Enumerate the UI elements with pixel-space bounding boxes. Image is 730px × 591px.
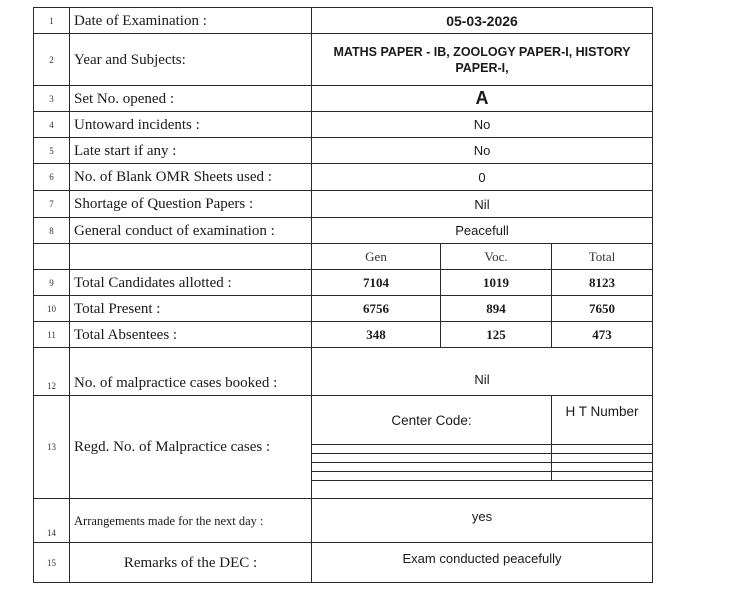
remarks-value: Exam conducted peacefully: [312, 543, 653, 583]
row-label: Regd. No. of Malpractice cases :: [70, 396, 312, 499]
row-number: 3: [34, 86, 70, 112]
count-gen: 6756: [312, 296, 441, 322]
shortage-value: Nil: [312, 191, 653, 218]
row-label: Date of Examination :: [70, 8, 312, 34]
row-label: Shortage of Question Papers :: [70, 191, 312, 218]
row-number: 13: [34, 396, 70, 499]
count-voc: 894: [441, 296, 552, 322]
count-voc: 1019: [441, 270, 552, 296]
row-next-day: [34, 499, 653, 543]
count-total: 7650: [552, 296, 653, 322]
count-gen: 348: [312, 322, 441, 348]
header-gen: Gen: [312, 244, 441, 270]
count-gen: 7104: [312, 270, 441, 296]
row-number: 2: [34, 34, 70, 86]
header-total: Total: [552, 244, 653, 270]
row-label: Untoward incidents :: [70, 112, 312, 138]
row-absentees: [34, 322, 653, 348]
candidates-header-row: [34, 244, 653, 270]
row-label: Total Candidates allotted :: [70, 270, 312, 296]
row-number: 10: [34, 296, 70, 322]
row-label: No. of malpractice cases booked :: [70, 348, 312, 396]
row-untoward: [34, 112, 653, 138]
count-total: 8123: [552, 270, 653, 296]
row-number: 1: [34, 8, 70, 34]
untoward-value: No: [312, 112, 653, 138]
row-label: No. of Blank OMR Sheets used :: [70, 164, 312, 191]
row-number: 8: [34, 218, 70, 244]
row-remarks: [34, 543, 653, 583]
row-label: Remarks of the DEC :: [70, 543, 312, 583]
ht-number-header: H T Number: [552, 396, 653, 445]
row-malpractice-regd: [34, 396, 653, 445]
row-number: 4: [34, 112, 70, 138]
row-malpractice-booked: [34, 348, 653, 396]
malpractice-booked-value: Nil: [312, 348, 653, 396]
ht-number-cell: [552, 454, 653, 463]
center-code-cell: [312, 463, 552, 472]
subjects-value: MATHS PAPER - IB, ZOOLOGY PAPER-I, HISTORY PAPER-I,: [312, 34, 653, 86]
row-allotted: [34, 270, 653, 296]
ht-number-cell: [552, 472, 653, 481]
next-day-value: yes: [312, 499, 653, 543]
row-conduct: [34, 218, 653, 244]
center-code-header: Center Code:: [312, 396, 552, 445]
count-total: 473: [552, 322, 653, 348]
conduct-value: Peacefull: [312, 218, 653, 244]
row-date: [34, 8, 653, 34]
blank-cell: [34, 244, 70, 270]
center-code-cell: [312, 472, 552, 481]
row-label: Arrangements made for the next day :: [70, 499, 312, 543]
row-subjects: [34, 34, 653, 86]
row-label: Set No. opened :: [70, 86, 312, 112]
row-number: 7: [34, 191, 70, 218]
row-number: 15: [34, 543, 70, 583]
row-number: 12: [34, 348, 70, 396]
ht-number-cell: [552, 463, 653, 472]
late-start-value: No: [312, 138, 653, 164]
blank-omr-value: 0: [312, 164, 653, 191]
row-set-no: [34, 86, 653, 112]
row-label: Total Absentees :: [70, 322, 312, 348]
count-voc: 125: [441, 322, 552, 348]
row-number: 14: [34, 499, 70, 543]
exam-report-table: [33, 7, 653, 583]
row-label: General conduct of examination :: [70, 218, 312, 244]
center-code-cell: [312, 445, 552, 454]
row-shortage: [34, 191, 653, 218]
set-value: A: [312, 86, 653, 112]
row-label: Total Present :: [70, 296, 312, 322]
row-label: Late start if any :: [70, 138, 312, 164]
blank-cell: [70, 244, 312, 270]
row-label: Year and Subjects:: [70, 34, 312, 86]
row-blank-omr: [34, 164, 653, 191]
header-voc: Voc.: [441, 244, 552, 270]
row-number: 6: [34, 164, 70, 191]
date-value: 05-03-2026: [312, 8, 653, 34]
row-number: 11: [34, 322, 70, 348]
center-code-cell: [312, 454, 552, 463]
row-late-start: [34, 138, 653, 164]
row-present: [34, 296, 653, 322]
malpractice-blank-cell: [312, 481, 653, 499]
row-number: 9: [34, 270, 70, 296]
row-number: 5: [34, 138, 70, 164]
ht-number-cell: [552, 445, 653, 454]
